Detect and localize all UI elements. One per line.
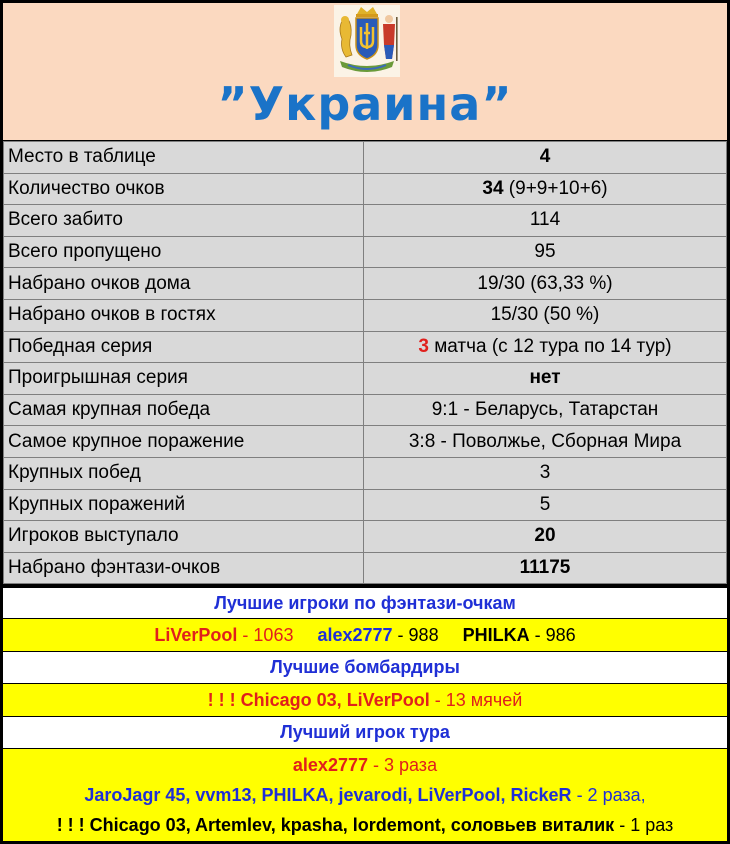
stat-label: Всего забито [4, 205, 364, 237]
table-row [4, 331, 727, 363]
scorer-goals: - 13 мячей [429, 690, 523, 710]
stat-value: 4 [364, 142, 727, 174]
scorer-names: ! ! ! Chicago 03, LiVerPool [207, 690, 430, 710]
stat-label: Крупных побед [4, 457, 364, 489]
fantasy-player-name: PHILKA [462, 625, 530, 645]
streak-count: 3 [418, 335, 429, 357]
fantasy-player-points: - 1063 [237, 625, 294, 645]
list-item [3, 810, 727, 841]
stat-label: Игроков выступало [4, 521, 364, 553]
table-row [4, 142, 727, 174]
player-of-round-list [3, 749, 727, 841]
stat-label: Набрано очков дома [4, 268, 364, 300]
fantasy-player-name: LiVerPool [154, 625, 238, 645]
card-header [3, 3, 727, 140]
fantasy-player-points: - 988 [392, 625, 439, 645]
table-row [4, 236, 727, 268]
round-player-names: JaroJagr 45, vvm13, PHILKA, jevarodi, LiVerPool, RickeR [84, 785, 572, 805]
table-row [4, 457, 727, 489]
stat-label: Самая крупная победа [4, 394, 364, 426]
player-of-round-heading: Лучший игрок тура [3, 717, 727, 748]
stat-value: 9:1 - Беларусь, Татарстан [364, 394, 727, 426]
stat-value: 15/30 (50 %) [364, 299, 727, 331]
stat-value: 11175 [364, 552, 727, 584]
stat-label: Место в таблице [4, 142, 364, 174]
ukraine-coat-of-arms-icon [334, 5, 400, 77]
stats-table [3, 141, 727, 584]
stat-label: Всего пропущено [4, 236, 364, 268]
round-player-names: alex2777 [292, 755, 368, 775]
team-title: ”Украина” [217, 77, 513, 131]
fantasy-player-name: alex2777 [317, 625, 393, 645]
stat-label: Количество очков [4, 173, 364, 205]
stat-value: 19/30 (63,33 %) [364, 268, 727, 300]
fantasy-heading: Лучшие игроки по фэнтази-очкам [3, 588, 727, 618]
table-row [4, 426, 727, 458]
round-player-count: - 2 раза, [571, 785, 646, 805]
stat-value: 5 [364, 489, 727, 521]
table-row [4, 363, 727, 395]
stat-value [364, 173, 727, 205]
scorers-row [3, 684, 727, 716]
round-player-count: - 3 раза [367, 755, 438, 775]
stat-label: Крупных поражений [4, 489, 364, 521]
stat-value: 3 [364, 457, 727, 489]
list-item [3, 749, 727, 779]
stat-value: 114 [364, 205, 727, 237]
table-row [4, 205, 727, 237]
stat-label: Набрано фэнтази-очков [4, 552, 364, 584]
stat-value: 95 [364, 236, 727, 268]
points-breakdown: (9+9+10+6) [503, 177, 608, 199]
list-item [3, 779, 727, 810]
table-row [4, 489, 727, 521]
scorers-heading: Лучшие бомбардиры [3, 652, 727, 683]
table-row [4, 173, 727, 205]
stat-label: Набрано очков в гостях [4, 299, 364, 331]
stat-value: 20 [364, 521, 727, 553]
stat-label: Победная серия [4, 331, 364, 363]
stat-value [364, 331, 727, 363]
stat-value: нет [364, 363, 727, 395]
table-row [4, 521, 727, 553]
points-total: 34 [482, 177, 504, 199]
round-player-count: - 1 раз [614, 815, 674, 835]
table-row [4, 268, 727, 300]
streak-detail: матча (с 12 тура по 14 тур) [428, 335, 672, 357]
table-row [4, 394, 727, 426]
fantasy-players [3, 619, 727, 651]
stat-label: Проигрышная серия [4, 363, 364, 395]
fantasy-player-points: - 986 [529, 625, 576, 645]
table-row [4, 552, 727, 584]
stat-label: Самое крупное поражение [4, 426, 364, 458]
stat-value: 3:8 - Поволжье, Сборная Мира [364, 426, 727, 458]
table-row [4, 299, 727, 331]
round-player-names: ! ! ! Chicago 03, Artemlev, kpasha, lordemont, соловьев виталик [56, 815, 615, 835]
